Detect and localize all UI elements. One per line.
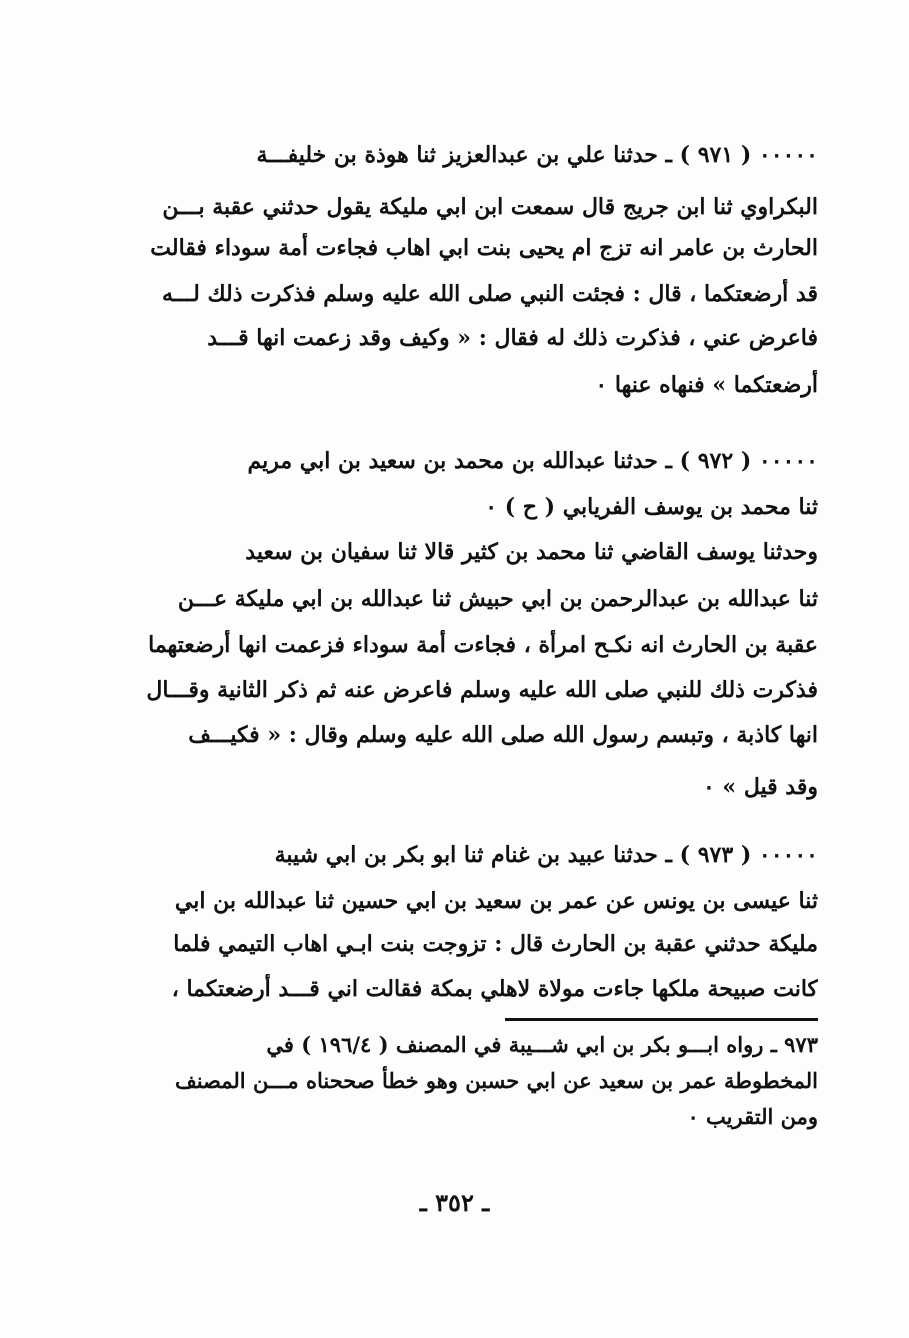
page-number: ـ ٣٥٢ ـ (419, 1188, 490, 1217)
footnote-line: المخطوطة عمر بن سعيد عن ابي حسبن وهو خطأ صححناه مـــن المصنف (174, 1068, 818, 1093)
text-line: فاعرض عني ، فذكرت ذلك له فقال : « وكيف وقد زعمت انها قـــد (207, 325, 818, 351)
footnote-line: ٩٧٣ ـ رواه ابـــو بكر بن ابي شـــيبة في المصنف ( ١٩٦/٤ ) في (266, 1032, 818, 1057)
footnote-line: ومن التقريب ٠ (687, 1104, 818, 1129)
text-line: ثنا عبدالله بن عبدالرحمن بن ابي حبيش ثنا عبدالله بن ابي مليكة عـــن (177, 586, 818, 612)
text-line: ٠٠٠٠٠ ( ٩٧٢ ) ـ حدثنا عبدالله بن محمد بن سعيد بن ابي مريم (247, 448, 818, 474)
text-line: عقبة بن الحارث انه نكـح امرأة ، فجاءت أمة سوداء فزعمت انها أرضعتهما (148, 632, 818, 658)
footnote-separator (505, 1018, 818, 1021)
text-line: ثنا عيسى بن يونس عن عمر بن سعيد بن ابي حسين ثنا عبدالله بن ابي (174, 888, 818, 914)
text-line: ٠٠٠٠٠ ( ٩٧٣ ) ـ حدثنا عبيد بن غنام ثنا ابو بكر بن ابي شيبة (274, 842, 818, 868)
text-line: الحارث بن عامر انه تزج ام يحيى بنت ابي اهاب فجاءت أمة سوداء فقالت (150, 235, 818, 261)
text-line: أرضعتكما » فنهاه عنها ٠ (595, 372, 818, 398)
text-line: ٠٠٠٠٠ ( ٩٧١ ) ـ حدثنا علي بن عبدالعزيز ثنا هوذة بن خليفـــة (256, 142, 818, 168)
text-line: كانت صبيحة ملكها جاءت مولاة لاهلي بمكة فقالت اني قـــد أرضعتكما ، (171, 976, 818, 1002)
text-line: ثنا محمد بن يوسف الفريابي ( ح ) ٠ (485, 494, 818, 520)
text-line: وحدثنا يوسف القاضي ثنا محمد بن كثير قالا ثنا سفيان بن سعيد (245, 539, 818, 565)
text-line: قد أرضعتكما ، قال : فجئت النبي صلى الله عليه وسلم فذكرت ذلك لـــه (162, 281, 818, 307)
text-line: انها كاذبة ، وتبسم رسول الله صلى الله عليه وسلم وقال : « فكيـــف (188, 722, 818, 748)
text-line: مليكة حدثني عقبة بن الحارث قال : تزوجت بنت ابـي اهاب التيمي فلما (173, 931, 818, 957)
text-line: فذكرت ذلك للنبي صلى الله عليه وسلم فاعرض عنه ثم ذكر الثانية وقـــال (146, 677, 818, 703)
text-line: البكراوي ثنا ابن جريج قال سمعت ابن ابي مليكة يقول حدثني عقبة بـــن (162, 194, 818, 220)
text-line: وقد قيل » ٠ (702, 774, 818, 800)
